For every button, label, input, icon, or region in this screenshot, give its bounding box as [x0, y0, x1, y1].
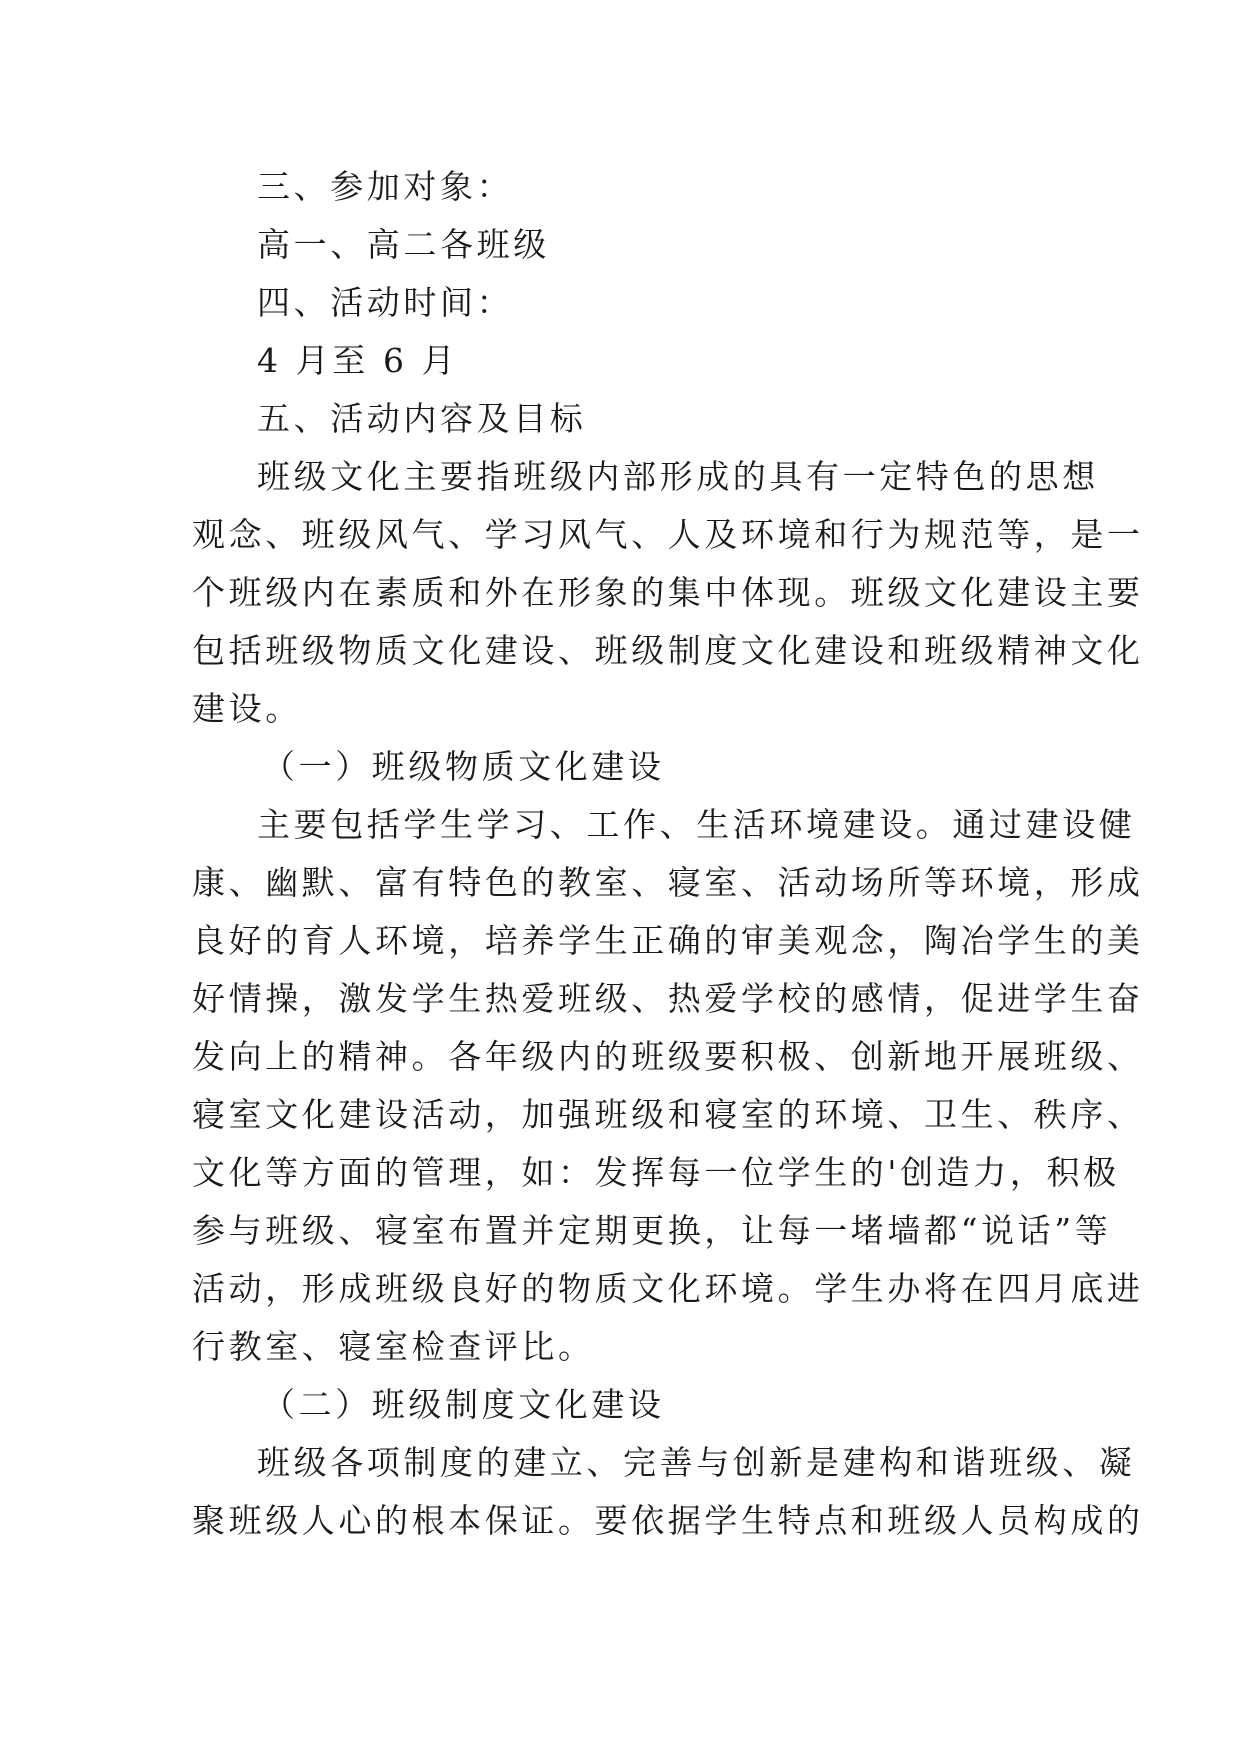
paragraph-line: 活动，形成班级良好的物质文化环境。学生办将在四月底进 — [192, 1269, 1144, 1308]
paragraph-line: 参与班级、寝室布置并定期更换，让每一堵墙都“说话”等 — [192, 1211, 1112, 1250]
paragraph-line: 发向上的精神。各年级内的班级要积极、创新地开展班级、 — [192, 1037, 1144, 1076]
paragraph-line: 个班级内在素质和外在形象的集中体现。班级文化建设主要 — [192, 573, 1144, 612]
paragraph-line: 文化等方面的管理，如：发挥每一位学生的'创造力，积极 — [192, 1153, 1120, 1192]
paragraph-line: 班级文化主要指班级内部形成的具有一定特色的思想 — [257, 457, 1099, 496]
paragraph-line: 包括班级物质文化建设、班级制度文化建设和班级精神文化 — [192, 631, 1144, 670]
time-text: 4 月至 6 月 — [257, 341, 459, 380]
paragraph-line: 寝室文化建设活动，加强班级和寝室的环境、卫生、秩序、 — [192, 1095, 1144, 1134]
section-heading-content: 五、活动内容及目标 — [257, 399, 587, 438]
paragraph-line: 建设。 — [192, 689, 302, 728]
section-heading-participants: 三、参加对象： — [257, 167, 514, 206]
document-body — [192, 158, 1144, 1550]
subsection-heading-system: （二）班级制度文化建设 — [262, 1385, 665, 1424]
section-heading-time: 四、活动时间： — [257, 283, 514, 322]
paragraph-line: 行教室、寝室检查评比。 — [192, 1327, 595, 1366]
paragraph-line: 好情操，激发学生热爱班级、热爱学校的感情，促进学生奋 — [192, 979, 1144, 1018]
paragraph-line: 班级各项制度的建立、完善与创新是建构和谐班级、凝 — [257, 1443, 1136, 1482]
subsection-heading-material: （一）班级物质文化建设 — [262, 747, 665, 786]
paragraph-line: 康、幽默、富有特色的教室、寝室、活动场所等环境，形成 — [192, 863, 1144, 902]
paragraph-line: 主要包括学生学习、工作、生活环境建设。通过建设健 — [257, 805, 1136, 844]
participants-text: 高一、高二各班级 — [257, 225, 550, 264]
paragraph-line: 良好的育人环境，培养学生正确的审美观念，陶冶学生的美 — [192, 921, 1144, 960]
paragraph-line: 聚班级人心的根本保证。要依据学生特点和班级人员构成的 — [192, 1501, 1144, 1540]
paragraph-line: 观念、班级风气、学习风气、人及环境和行为规范等，是一 — [192, 515, 1144, 554]
